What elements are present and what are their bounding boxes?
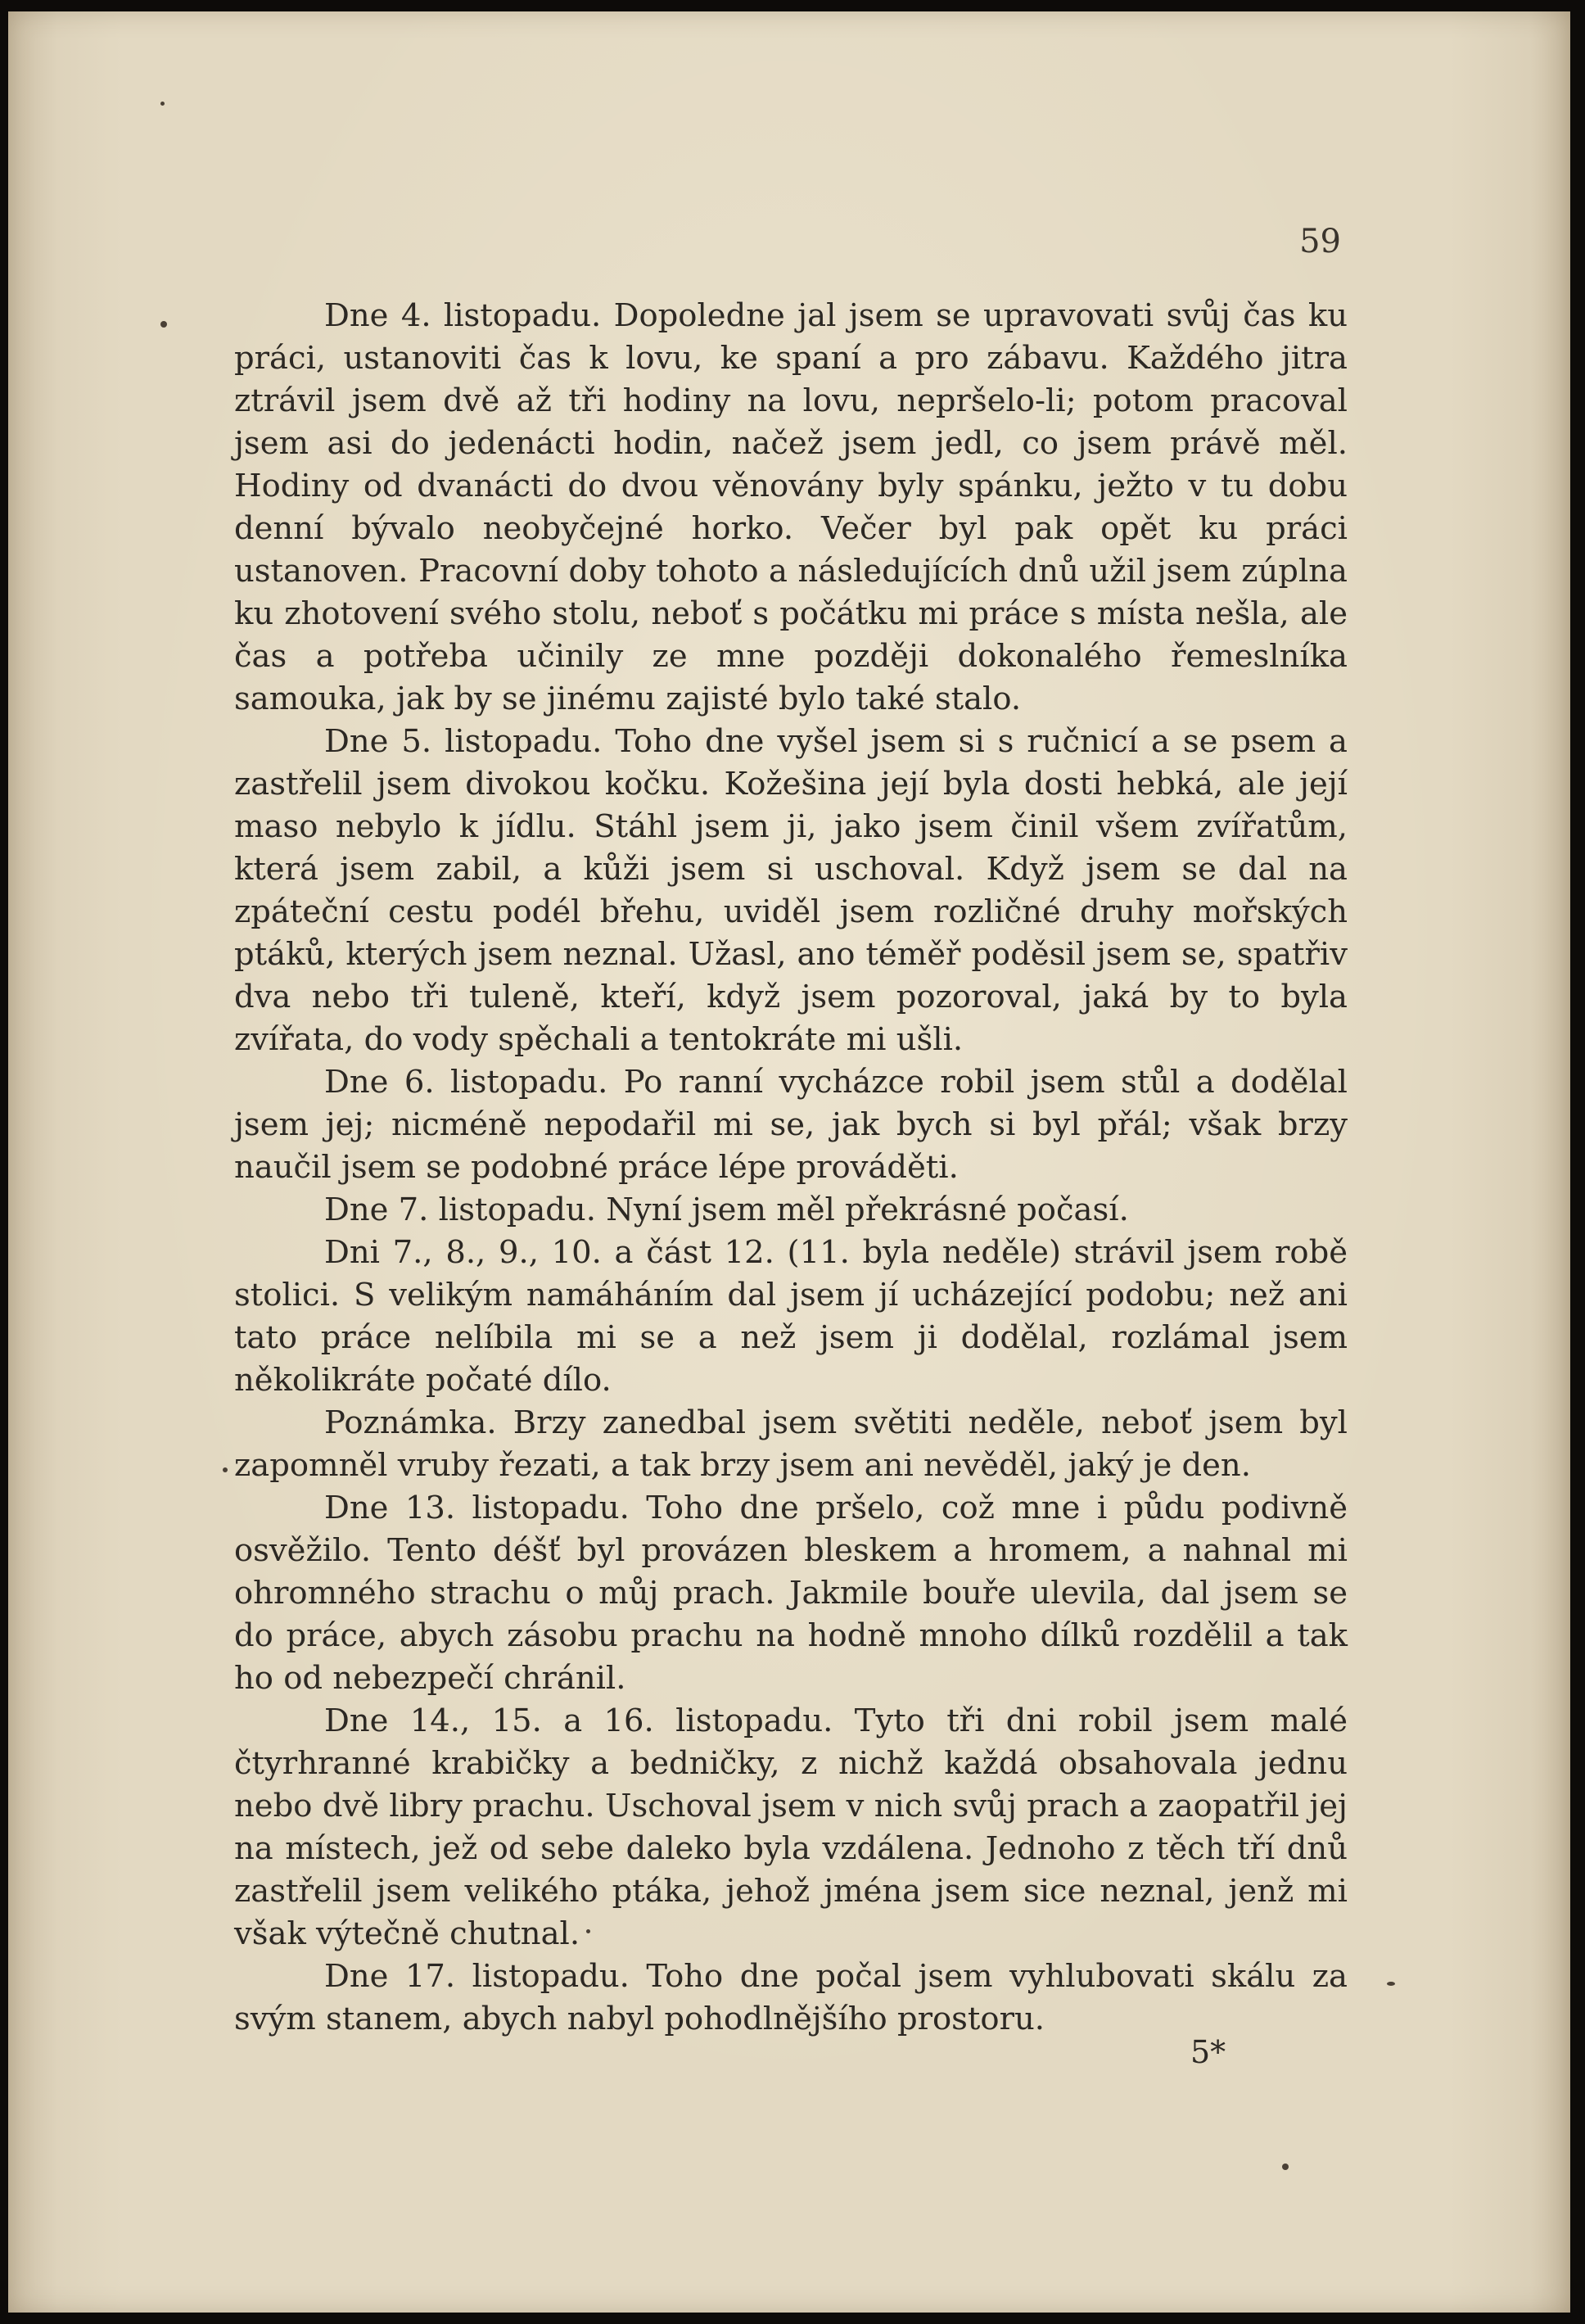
paper-speck (160, 321, 167, 328)
paragraph: Dne 13. listopadu. Toho dne pršelo, což mne i půdu podivně osvěžilo. Tento déšť byl provázen bleskem a hromem, a nahnal mi ohromného strachu o můj prach. Jakmile bouře ulevila, dal jsem se do práce, abych zásobu prachu na hodně mnoho dílků rozdělil a tak ho od nebezpečí chránil. (234, 1490, 1348, 1697)
page-number: 59 (1299, 223, 1341, 260)
paragraph: Dne 6. listopadu. Po ranní vycházce robil jsem stůl a dodělal jsem jej; nicméně nepodařil mi se, jak bych si byl přál; však brzy naučil jsem se podobné práce lépe prováděti. (234, 1064, 1348, 1186)
paragraph: Dne 17. listopadu. Toho dne počal jsem vyhlubovati skálu za svým stanem, abych nabyl pohodlnějšího prostoru. (234, 1958, 1348, 2037)
paper-speck (160, 102, 165, 106)
scanned-book-page (8, 11, 1570, 2313)
paragraph: Dne 5. listopadu. Toho dne vyšel jsem si s ručnicí a se psem a zastřelil jsem divokou kočku. Kožešina její byla dosti hebká, ale její maso nebylo k jídlu. Stáhl jsem ji, jako jsem činil všem zvířatům, která jsem zabil, a kůži jsem si uschoval. Když jsem se dal na zpáteční cestu podél břehu, uviděl jsem rozličné druhy mořských ptáků, kterých jsem neznal. Užasl, ano téměř poděsil jsem se, spatřiv dva nebo tři tuleně, kteří, když jsem pozoroval, jaká by to byla zvířata, do vody spěchali a tentokráte mi ušli. (234, 723, 1348, 1058)
paragraph: Dne 14., 15. a 16. listopadu. Tyto tři dni robil jsem malé čtyrhranné krabičky a bedničky, z nichž každá obsahovala jednu nebo dvě libry prachu. Uschoval jsem v nich svůj prach a zaopatřil jej na místech, jež od sebe daleko byla vzdálena. Jednoho z těch tří dnů zastřelil jsem velikého ptáka, jehož jména jsem sice neznal, jenž mi však výtečně chutnal. (234, 1702, 1348, 1952)
paper-speck (223, 1467, 228, 1472)
paragraph: Poznámka. Brzy zanedbal jsem světiti neděle, neboť jsem byl zapomněl vruby řezati, a tak brzy jsem ani nevěděl, jaký je den. (234, 1404, 1348, 1484)
paper-speck (586, 1929, 590, 1933)
paper-speck (1387, 1982, 1395, 1986)
signature-mark: 5* (1190, 2034, 1226, 2070)
paragraph: Dni 7., 8., 9., 10. a část 12. (11. byla neděle) strávil jsem robě stolici. S velikým namáháním dal jsem jí ucházející podobu; než ani tato práce nelíbila mi se a než jsem ji dodělal, rozlámal jsem několikráte počaté dílo. (234, 1234, 1348, 1399)
paragraph: Dne 4. listopadu. Dopoledne jal jsem se upravovati svůj čas ku práci, ustanoviti čas k lovu, ke spaní a pro zábavu. Každého jitra ztrávil jsem dvě až tři hodiny na lovu, nepršelo-li; potom pracoval jsem asi do jedenácti hodin, načež jsem jedl, co jsem právě měl. Hodiny od dvanácti do dvou věnovány byly spánku, ježto v tu dobu denní bývalo neobyčejné horko. Večer byl pak opět ku práci ustanoven. Pracovní doby tohoto a následujících dnů užil jsem zúplna ku zhotovení svého stolu, neboť s počátku mi práce s místa nešla, ale čas a potřeba učinily ze mne později dokonalého řemeslníka samouka, jak by se jinému zajisté bylo také stalo. (234, 297, 1348, 717)
paper-speck (1282, 2163, 1289, 2170)
page-body-text (234, 295, 1348, 2041)
paragraph: Dne 7. listopadu. Nyní jsem měl překrásné počasí. (324, 1191, 1129, 1228)
